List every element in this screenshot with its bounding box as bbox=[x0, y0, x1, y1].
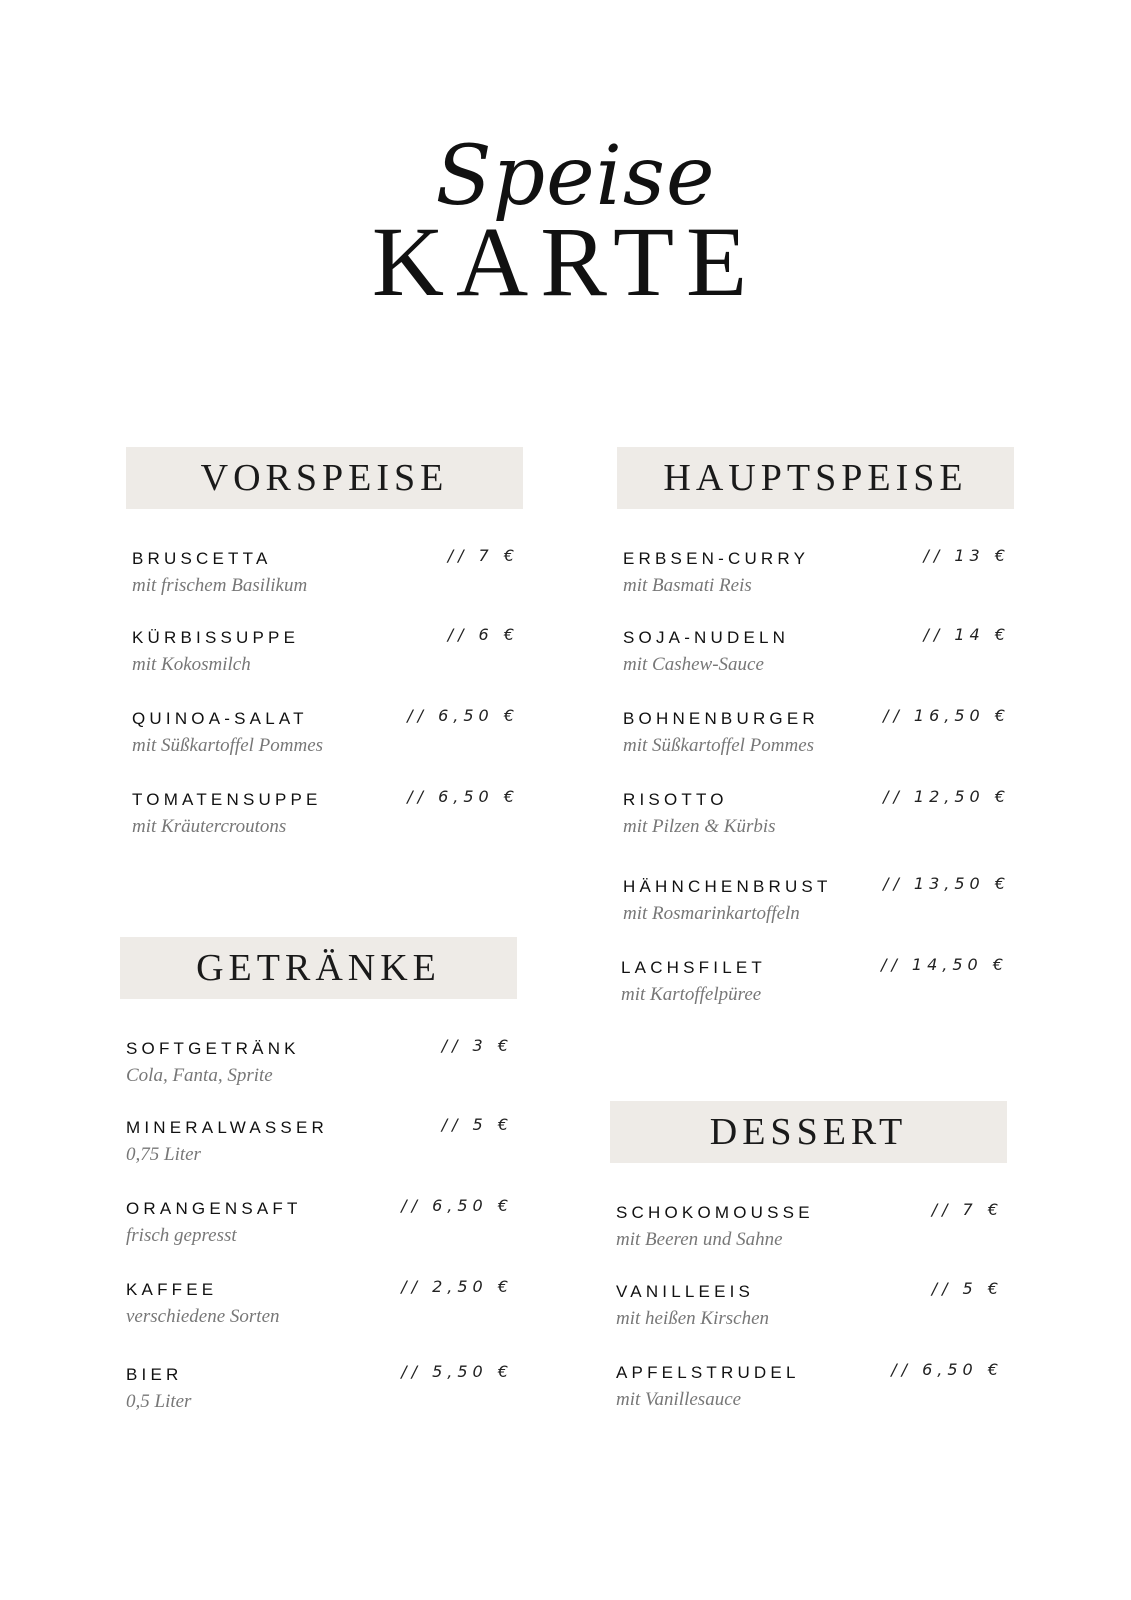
item-name: RISOTTO bbox=[623, 790, 728, 809]
item-name: ERBSEN-CURRY bbox=[623, 549, 810, 568]
section-getraenke bbox=[120, 937, 517, 1427]
item-price: // 6,50 € bbox=[401, 1196, 513, 1215]
item-description: mit Cashew-Sauce bbox=[623, 654, 764, 675]
item-name: KÜRBISSUPPE bbox=[132, 628, 300, 647]
item-price: // 6,50 € bbox=[407, 706, 519, 725]
item-name: BOHNENBURGER bbox=[623, 709, 819, 728]
item-name: QUINOA-SALAT bbox=[132, 709, 308, 728]
section-dessert bbox=[610, 1101, 1007, 1421]
item-description: Cola, Fanta, Sprite bbox=[126, 1065, 273, 1086]
item-name: SOJA-NUDELN bbox=[623, 628, 790, 647]
item-price: // 6,50 € bbox=[891, 1360, 1003, 1379]
item-price: // 2,50 € bbox=[401, 1277, 513, 1296]
item-price: // 7 € bbox=[447, 546, 519, 565]
item-description: mit Süßkartoffel Pommes bbox=[132, 735, 324, 756]
item-description: mit Süßkartoffel Pommes bbox=[623, 735, 815, 756]
menu-title bbox=[0, 129, 1131, 317]
item-price: // 7 € bbox=[931, 1200, 1003, 1219]
section-heading: VORSPEISE bbox=[126, 447, 523, 509]
item-name: VANILLEEIS bbox=[616, 1282, 755, 1301]
item-price: // 13,50 € bbox=[883, 874, 1010, 893]
item-name: ORANGENSAFT bbox=[126, 1199, 302, 1218]
title-main: KARTE bbox=[371, 206, 760, 317]
item-price: // 5 € bbox=[441, 1115, 513, 1134]
item-description: mit Pilzen & Kürbis bbox=[623, 816, 776, 837]
item-price: // 5 € bbox=[931, 1279, 1003, 1298]
section-heading: HAUPTSPEISE bbox=[617, 447, 1014, 509]
item-price: // 6,50 € bbox=[407, 787, 519, 806]
item-description: mit Rosmarinkartoffeln bbox=[623, 903, 800, 924]
item-description: mit Vanillesauce bbox=[616, 1389, 742, 1410]
item-description: mit Beeren und Sahne bbox=[616, 1229, 783, 1250]
title-script: Speise bbox=[435, 129, 716, 224]
item-name: APFELSTRUDEL bbox=[616, 1363, 800, 1382]
item-name: SOFTGETRÄNK bbox=[126, 1039, 300, 1058]
item-name: SCHOKOMOUSSE bbox=[616, 1203, 814, 1222]
item-name: BRUSCETTA bbox=[132, 549, 272, 568]
item-price: // 13 € bbox=[923, 546, 1010, 565]
section-heading: DESSERT bbox=[610, 1101, 1007, 1163]
item-name: TOMATENSUPPE bbox=[132, 790, 322, 809]
item-name: MINERALWASSER bbox=[126, 1118, 328, 1137]
section-vorspeise bbox=[126, 447, 523, 847]
item-price: // 6 € bbox=[447, 625, 519, 644]
item-description: mit Kräutercroutons bbox=[132, 816, 287, 837]
item-price: // 14,50 € bbox=[881, 955, 1008, 974]
section-hauptspeise bbox=[617, 447, 1014, 1017]
item-description: mit heißen Kirschen bbox=[616, 1308, 770, 1329]
item-description: 0,5 Liter bbox=[126, 1391, 192, 1412]
item-price: // 12,50 € bbox=[883, 787, 1010, 806]
item-name: KAFFEE bbox=[126, 1280, 218, 1299]
item-description: mit Basmati Reis bbox=[623, 575, 752, 596]
item-price: // 16,50 € bbox=[883, 706, 1010, 725]
item-price: // 5,50 € bbox=[401, 1362, 513, 1381]
item-price: // 3 € bbox=[441, 1036, 513, 1055]
item-description: frisch gepresst bbox=[126, 1225, 237, 1246]
item-description: 0,75 Liter bbox=[126, 1144, 201, 1165]
item-description: verschiedene Sorten bbox=[126, 1306, 280, 1327]
item-description: mit frischem Basilikum bbox=[132, 575, 308, 596]
item-price: // 14 € bbox=[923, 625, 1010, 644]
item-name: BIER bbox=[126, 1365, 183, 1384]
item-description: mit Kokosmilch bbox=[132, 654, 251, 675]
item-name: HÄHNCHENBRUST bbox=[623, 877, 832, 896]
section-heading: GETRÄNKE bbox=[120, 937, 517, 999]
item-description: mit Kartoffelpüree bbox=[621, 984, 762, 1005]
item-name: LACHSFILET bbox=[621, 958, 766, 977]
